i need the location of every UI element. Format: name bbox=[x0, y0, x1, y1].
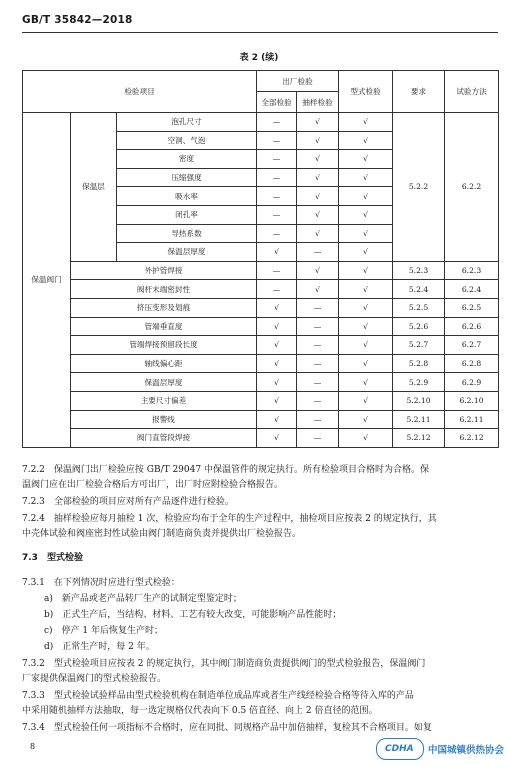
table-row bbox=[23, 373, 499, 392]
item-name-cell: 主要尺寸偏差 bbox=[71, 391, 257, 410]
clause-7-2-4-line2: 中壳体试验和阀座密封性试验由阀门制造商负责并提供出厂检验报告。 bbox=[22, 529, 302, 539]
col-header-full: 全部检验 bbox=[257, 92, 297, 113]
type-test-cell: √ bbox=[339, 168, 393, 187]
table-row bbox=[23, 410, 499, 429]
requirement-cell: 5.2.7 bbox=[393, 336, 445, 355]
type-test-cell: √ bbox=[339, 243, 393, 262]
item-name-cell: 吸水率 bbox=[117, 187, 257, 206]
col-header-requirement: 要求 bbox=[393, 71, 445, 113]
item-name-cell: 阀门直管段焊接 bbox=[71, 429, 257, 448]
item-name-cell: 报警线 bbox=[71, 410, 257, 429]
sampling-inspection-cell: — bbox=[297, 354, 339, 373]
method-cell: 6.2.5 bbox=[445, 298, 499, 317]
item-name-cell: 挤压变形及划痕 bbox=[71, 298, 257, 317]
sampling-inspection-cell: √ bbox=[297, 113, 339, 132]
list-item-d: d) 正常生产时，每 2 年。 bbox=[44, 642, 155, 652]
sampling-inspection-cell: — bbox=[297, 373, 339, 392]
standard-code: GB/T 35842—2018 bbox=[22, 14, 133, 26]
type-test-cell: √ bbox=[339, 373, 393, 392]
item-name-cell: 导热系数 bbox=[117, 224, 257, 243]
clause-7-2-2-line1: 7.2.2 保温阀门出厂检验应按 GB/T 29047 中保温管件的规定执行。所有检验项目合格时为合格。保 bbox=[22, 465, 429, 475]
sampling-inspection-cell: — bbox=[297, 298, 339, 317]
clause-7-2-4-line1: 7.2.4 抽样检验应每月抽检 1 次，检验应均布于全年的生产过程中，抽检项目应按表 2 的规定执行，其 bbox=[22, 514, 437, 524]
clause-7-3-3-line2: 中采用随机抽样方法抽取，每一选定规格仅代表向下 0.5 倍直径、向上 2 倍直径的范围。 bbox=[22, 706, 378, 716]
full-inspection-cell: √ bbox=[257, 429, 297, 448]
full-inspection-cell: — bbox=[257, 205, 297, 224]
full-inspection-cell: √ bbox=[257, 410, 297, 429]
method-cell: 6.2.6 bbox=[445, 317, 499, 336]
method-cell: 6.2.4 bbox=[445, 280, 499, 299]
sampling-inspection-cell: √ bbox=[297, 205, 339, 224]
table-row bbox=[23, 113, 499, 132]
type-test-cell: √ bbox=[339, 354, 393, 373]
clause-7-3-2-line1: 7.3.2 型式检验项目应按表 2 的规定执行，其中阀门制造商负责提供阀门的型式检验报告，保温阀门 bbox=[22, 659, 426, 669]
full-inspection-cell: — bbox=[257, 150, 297, 169]
method-cell: 6.2.7 bbox=[445, 336, 499, 355]
logo-badge-text: CDHA bbox=[385, 744, 414, 754]
page-number: 8 bbox=[30, 742, 36, 751]
type-test-cell: √ bbox=[339, 205, 393, 224]
full-inspection-cell: — bbox=[257, 131, 297, 150]
table-title: 表 2 (续) bbox=[239, 53, 279, 63]
type-test-cell: √ bbox=[339, 113, 393, 132]
type-test-cell: √ bbox=[339, 429, 393, 448]
item-name-cell: 管端焊接预留段长度 bbox=[71, 336, 257, 355]
type-test-cell: √ bbox=[339, 280, 393, 299]
requirement-cell: 5.2.6 bbox=[393, 317, 445, 336]
section-number: 7.3 bbox=[22, 553, 38, 563]
type-test-cell: √ bbox=[339, 317, 393, 336]
type-test-cell: √ bbox=[339, 261, 393, 280]
clause-7-2-3: 7.2.3 全部检验的项目应对所有产品逐件进行检验。 bbox=[22, 497, 234, 507]
list-item-b: b) 正式生产后，当结构、材料、工艺有较大改变，可能影响产品性能时； bbox=[44, 610, 342, 620]
item-name-cell: 密度 bbox=[117, 150, 257, 169]
requirement-cell: 5.2.3 bbox=[393, 261, 445, 280]
full-inspection-cell: √ bbox=[257, 354, 297, 373]
full-inspection-cell: √ bbox=[257, 243, 297, 262]
method-cell: 6.2.12 bbox=[445, 429, 499, 448]
col-header-item: 检验项目 bbox=[23, 71, 257, 113]
clause-7-3-4: 7.3.4 型式检验任何一项指标不合格时，应在同批、同规格产品中加倍抽样，复检其不合格项目。如复 bbox=[22, 723, 432, 733]
item-name-cell: 外护管焊接 bbox=[71, 261, 257, 280]
sampling-inspection-cell: √ bbox=[297, 150, 339, 169]
requirement-cell: 5.2.2 bbox=[393, 113, 445, 262]
col-header-factory: 出厂检验 bbox=[257, 71, 339, 92]
table-row bbox=[23, 317, 499, 336]
sampling-inspection-cell: √ bbox=[297, 168, 339, 187]
sampling-inspection-cell: — bbox=[297, 317, 339, 336]
full-inspection-cell: — bbox=[257, 113, 297, 132]
sampling-inspection-cell: √ bbox=[297, 280, 339, 299]
table-row bbox=[23, 261, 499, 280]
full-inspection-cell: — bbox=[257, 224, 297, 243]
table-row bbox=[23, 391, 499, 410]
sampling-inspection-cell: — bbox=[297, 410, 339, 429]
method-cell: 6.2.9 bbox=[445, 373, 499, 392]
list-item-a: a) 新产品或老产品转厂生产的试制定型鉴定时； bbox=[44, 594, 242, 604]
full-inspection-cell: — bbox=[257, 187, 297, 206]
full-inspection-cell: — bbox=[257, 261, 297, 280]
requirement-cell: 5.2.11 bbox=[393, 410, 445, 429]
table-row bbox=[23, 354, 499, 373]
sampling-inspection-cell: — bbox=[297, 243, 339, 262]
type-test-cell: √ bbox=[339, 224, 393, 243]
type-test-cell: √ bbox=[339, 131, 393, 150]
full-inspection-cell: √ bbox=[257, 298, 297, 317]
method-cell: 6.2.10 bbox=[445, 391, 499, 410]
sampling-inspection-cell: √ bbox=[297, 261, 339, 280]
sampling-inspection-cell: √ bbox=[297, 187, 339, 206]
subgroup-label-cell: 保温层 bbox=[71, 113, 117, 262]
type-test-cell: √ bbox=[339, 298, 393, 317]
full-inspection-cell: √ bbox=[257, 391, 297, 410]
type-test-cell: √ bbox=[339, 391, 393, 410]
inspection-table bbox=[22, 70, 499, 448]
item-name-cell: 阀杆末端密封性 bbox=[71, 280, 257, 299]
table-row bbox=[23, 298, 499, 317]
item-name-cell: 保温层厚度 bbox=[71, 373, 257, 392]
table-row bbox=[23, 336, 499, 355]
full-inspection-cell: √ bbox=[257, 373, 297, 392]
requirement-cell: 5.2.10 bbox=[393, 391, 445, 410]
requirement-cell: 5.2.5 bbox=[393, 298, 445, 317]
group-label-cell: 保温阀门 bbox=[23, 113, 71, 448]
sampling-inspection-cell: — bbox=[297, 429, 339, 448]
table-row bbox=[23, 280, 499, 299]
item-name-cell: 保温层厚度 bbox=[117, 243, 257, 262]
full-inspection-cell: — bbox=[257, 168, 297, 187]
sampling-inspection-cell: — bbox=[297, 336, 339, 355]
requirement-cell: 5.2.9 bbox=[393, 373, 445, 392]
section-7-3-heading bbox=[22, 551, 83, 565]
header-rule bbox=[22, 32, 498, 33]
list-item-c: c) 停产 1 年后恢复生产时； bbox=[44, 626, 164, 636]
type-test-cell: √ bbox=[339, 150, 393, 169]
full-inspection-cell: √ bbox=[257, 317, 297, 336]
sampling-inspection-cell: — bbox=[297, 391, 339, 410]
type-test-cell: √ bbox=[339, 336, 393, 355]
section-title: 型式检验 bbox=[46, 553, 83, 563]
full-inspection-cell: — bbox=[257, 280, 297, 299]
method-cell: 6.2.8 bbox=[445, 354, 499, 373]
item-name-cell: 轴线偏心距 bbox=[71, 354, 257, 373]
method-cell: 6.2.2 bbox=[445, 113, 499, 262]
logo-org-name: 中国城镇供热协会 bbox=[428, 745, 505, 756]
sampling-inspection-cell: √ bbox=[297, 224, 339, 243]
clause-7-2-2-line2: 温阀门应在出厂检验合格后方可出厂，出厂时应附检验合格报告。 bbox=[22, 480, 284, 490]
type-test-cell: √ bbox=[339, 187, 393, 206]
method-cell: 6.2.11 bbox=[445, 410, 499, 429]
item-name-cell: 压缩强度 bbox=[117, 168, 257, 187]
logo-badge-icon bbox=[376, 738, 424, 760]
col-header-sampling: 抽样检验 bbox=[297, 92, 339, 113]
full-inspection-cell: √ bbox=[257, 336, 297, 355]
clause-7-3-2-line2: 厂家提供保温阀门的型式检验报告。 bbox=[22, 674, 167, 684]
item-name-cell: 管端垂直度 bbox=[71, 317, 257, 336]
clause-7-3-1: 7.3.1 在下列情况时应进行型式检验： bbox=[22, 578, 180, 588]
col-header-type-test: 型式检验 bbox=[339, 71, 393, 113]
item-name-cell: 闭孔率 bbox=[117, 205, 257, 224]
method-cell: 6.2.3 bbox=[445, 261, 499, 280]
sampling-inspection-cell: √ bbox=[297, 131, 339, 150]
table-row bbox=[23, 429, 499, 448]
clause-7-3-3-line1: 7.3.3 型式检验试验样品由型式检验机构在制造单位成品库或者生产线经检验合格等待入库的产品 bbox=[22, 691, 414, 701]
item-name-cell: 泡孔尺寸 bbox=[117, 113, 257, 132]
requirement-cell: 5.2.8 bbox=[393, 354, 445, 373]
item-name-cell: 空洞、气泡 bbox=[117, 131, 257, 150]
requirement-cell: 5.2.12 bbox=[393, 429, 445, 448]
type-test-cell: √ bbox=[339, 410, 393, 429]
requirement-cell: 5.2.4 bbox=[393, 280, 445, 299]
col-header-method: 试验方法 bbox=[445, 71, 499, 113]
